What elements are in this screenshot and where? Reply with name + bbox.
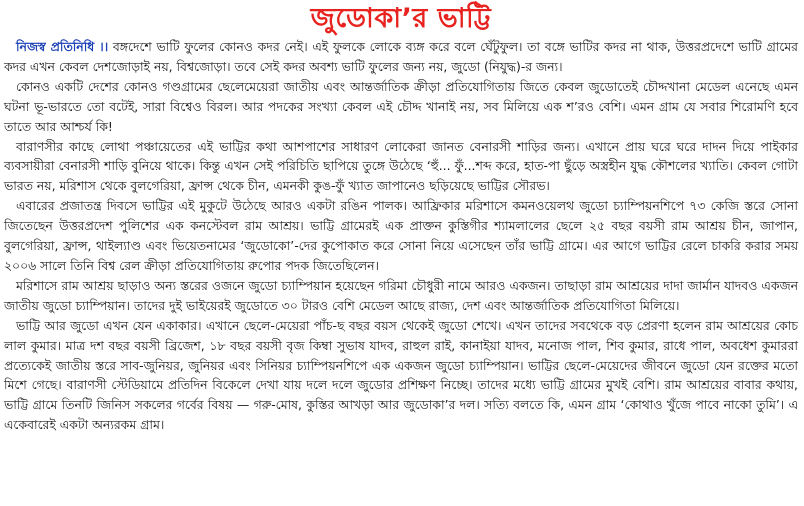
lead-text: বঙ্গদেশে ভাটি ফুলের কোনও কদর নেই। এই ফুলকে লোকে ব্যঙ্গ করে বলে ঘেঁটুফুল। তা বঙ্গে ভাটির কদর না থাক, উত্তরপ্রদেশে ভাটি গ্রামের কদর এখন কেবল দেশজোড়াই নয়, বিশ্বজোড়া। তবে সেই কদর অবশ্য ভাটি ফুলের জন্য নয়, জুডো (নিযুদ্ধ)-র জন্য।	[4, 39, 798, 74]
article-title: জুডোকা’র ভাট্টি	[310, 3, 492, 34]
paragraph: কোনও একটি দেশের কোনও গণ্ডগ্রামের ছেলেমেয়েরা জাতীয় এবং আন্তর্জাতিক ক্রীড়া প্রতিযোগিতায় জিতে কেবল জুডোতেই চৌদ্দখানা মেডেল এনেছে এমন ঘটনা ভূ-ভারতে তো বটেই, সারা বিশ্বেও বিরল। আর পদকের সংখ্যা কেবল এই চৌদ্দ খানাই নয়, সব মিলিয়ে এক শ’রও বেশি। এমন গ্রাম যে সবার শিরোমণি হবে তাতে আর আশ্চর্য কি!	[4, 78, 798, 134]
byline: নিজস্ব প্রতিনিধি ।।	[16, 39, 109, 54]
paragraph: এবারের প্রজাতন্ত্র দিবসে ভাট্টির এই মুকুটে উঠেছে আরও একটা রঙিন পালক। আফ্রিকার মরিশাসে কমনওয়েলথ জুডো চ্যাম্পিয়নশিপে ৭৩ কেজি স্তরে সোনা জিতেছেন উত্তরপ্রদেশ পুলিশের এক কনস্টেবল রাম আশ্রয়। ভাট্টি গ্রামেরই এক প্রাক্তন কুস্তিগীর শ্যামলালের ছেলে ২৫ বছর বয়সী রাম আশ্রয় চীন, জাপান, বুলগেরিয়া, ফ্রান্স, থাইল্যাণ্ড এবং ভিয়েতনামের ‘জুডোকো’-দের কুপোকাত করে সোনা নিয়ে এসেছেন তাঁর ভাট্টি গ্রামে। এর আগে ভাট্টির রেলে চাকরি করার সময় ২০০৬ সালে তিনি বিশ্ব রেল ক্রীড়া প্রতিযোগিতায় রুপোর পদক জিতেছিলেন।	[4, 198, 798, 273]
paragraph: মরিশাসে রাম আশ্রয় ছাড়াও অন্য স্তরের ওজনে জুডো চ্যাম্পিয়ান হয়েছেন গরিমা চৌধুরী নামে আরও একজন। তাছাড়া রাম আশ্রয়ের দাদা জার্মান যাদবও একজন জাতীয় জুডো চ্যাম্পিয়ান। তাদের দুই ভাইয়েরই জুডোতে ৩০ টারও বেশি মেডেল আছে রাজ্য, দেশ এবং আন্তর্জাতিক প্রতিযোগিতা মিলিয়ে।	[4, 277, 798, 313]
page	[0, 2, 804, 506]
article-body	[4, 37, 798, 435]
paragraph: বারাণসীর কাছে লোথা পঞ্চায়েতের এই ভাট্টির কথা আশপাশের সাধারণ লোকেরা জানত বেনারসী শাড়ির জন্য। এখানে প্রায় ঘরে ঘরে দাদন দিয়ে পাইকার ব্যবসায়ীরা বেনারসী শাড়ি বুনিয়ে থাকে। কিন্তু এখন সেই পরিচিতি ছাপিয়ে তুঙ্গে উঠেছে ‘হুঁ... ফুঁ...শব্দ করে, হাত-পা ছুঁড়ে অস্ত্রহীন যুদ্ধ কৌশলের খ্যাতি। কেবল গোটা ভারত নয়, মরিশাস থেকে বুলগেরিয়া, ফ্রান্স থেকে চীন, এমনকী কুঙ-ফুঁ খ্যাত জাপানেও ছড়িয়েছে ভাট্টির সৌরভ।	[4, 138, 798, 194]
paragraph: ভাট্টি আর জুডো এখন যেন একাকার। এখানে ছেলে-মেয়েরা পাঁচ-ছ বছর বয়স থেকেই জুডো শেখে। এখন তাদের সবথেকে বড় প্রেরণা হলেন রাম আশ্রয়ের কোচ লাল কুমার। মাত্র দশ বছর বয়সী ব্রিজেশ, ১৮ বছর বয়সী বৃজ কিম্বা সুভাষ যাদব, রাহুল রাই, কানাইয়া যাদব, মনোজ পাল, শিব কুমার, রাধে পাল, অবধেশ কুমাররা প্রত্যেকেই জাতীয় স্তরে সাব-জুনিয়র, জুনিয়র এবং সিনিয়র চ্যাম্পিয়নশিপে এক একজন জুডো চ্যাম্পিয়ান। ভাট্টির ছেলে-মেয়েদের জীবনে জুডো যেন রক্তের মতো মিশে গেছে। বারাণসী স্টেডিয়ামে প্রতিদিন বিকেলে দেখা যায় দলে দলে জুডোর প্রশিক্ষণ নিচ্ছে। তাদের মধ্যে ভাট্টি গ্রামের মুখই বেশি। রাম আশ্রয়ের বাবার কথায়, ভাট্টি গ্রামে তিনটি জিনিস সকলের গর্বের বিষয় — গরু-মোষ, কুস্তির আখড়া আর জুডোকা’র দল। সত্যি বলতে কি, এমন গ্রাম ‘কোথাও খুঁজে পাবে নাকো তুমি’। এ একেবারেই একটা অন্যরকম গ্রাম।	[4, 317, 798, 433]
lead-paragraph	[4, 37, 798, 77]
